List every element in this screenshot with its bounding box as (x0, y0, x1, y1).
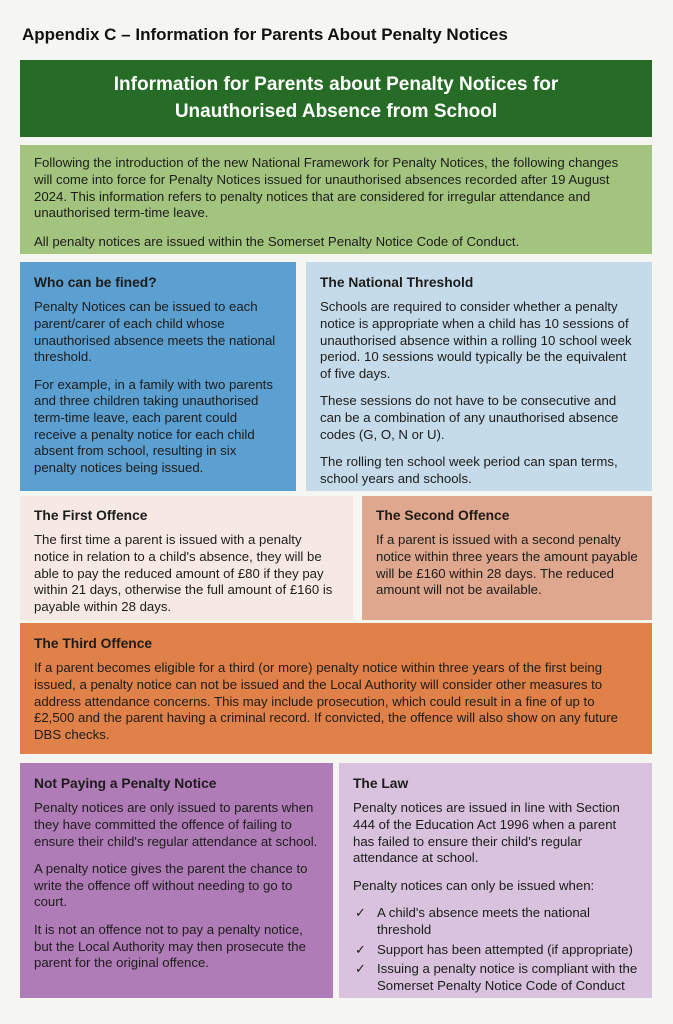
paragraph: The rolling ten school week period can span terms, school years and schools. (320, 454, 618, 486)
banner-title: Information for Parents about Penalty Notices for Unauthorised Absence from School (113, 74, 559, 122)
intro-paragraph-1: Following the introduction of the new National Framework for Penalty Notices, the following changes will come into force for Penalty Notices issued for unauthorised absences recorded after 19 August 2024. This information refers to penalty notices that are considered for irregular attendance and unauthorised term-time leave. (34, 155, 619, 221)
section-title: The First Offence (34, 508, 148, 524)
checkmark-icon: ✓ (354, 961, 367, 977)
section-title: Not Paying a Penalty Notice (34, 776, 217, 792)
section-not-paying (20, 763, 333, 998)
section-intro (20, 145, 652, 254)
paragraph: It is not an offence not to pay a penalty notice, but the Local Authority may then prosecute the parent for the original offence. (34, 922, 306, 971)
paragraph: Schools are required to consider whether a penalty notice is appropriate when a child has 10 sessions of unauthorised absence within a rolling 10 school week period. 10 sessions would typically be the equivalent of five days. (320, 299, 632, 381)
banner (20, 60, 652, 137)
paragraph: For example, in a family with two parents and three children taking unauthorised term-time leave, each parent could receive a penalty notice for each child absent from school, resulting in six penalty notices being issued. (34, 376, 273, 475)
section-title: The National Threshold (320, 275, 474, 291)
row-bottom (20, 763, 652, 998)
section-title: The Law (353, 776, 409, 792)
checklist-item-text: Issuing a penalty notice is compliant with the Somerset Penalty Notice Code of Conduct (377, 961, 638, 993)
paragraph: Penalty notices are issued in line with Section 444 of the Education Act 1996 when a parent has failed to ensure their child's regular attendance at school. (353, 800, 620, 866)
paragraph: A penalty notice gives the parent the chance to write the offence off without needing to go to court. (34, 861, 308, 910)
checkmark-icon: ✓ (354, 905, 367, 921)
checkmark-icon: ✓ (354, 941, 367, 957)
page-title: Appendix C – Information for Parents About Penalty Notices (22, 25, 508, 44)
row-offences (20, 496, 652, 620)
paragraph: If a parent is issued with a second penalty notice within three years the amount payable will be £160 within 28 days. The reduced amount will not be available. (376, 532, 638, 598)
checklist-item-text: Support has been attempted (if appropriate) (377, 941, 633, 957)
paragraph: These sessions do not have to be consecutive and can be a combination of any unauthorised absence codes (G, O, N or U). (320, 393, 619, 442)
section-third-offence (20, 623, 652, 754)
paragraph: If a parent becomes eligible for a third (or more) penalty notice within three years of the first being issued, a penalty notice can not be issued and the Local Authority will consider other measures to address attendance concerns. This may include prosecution, which could result in a fine of up to £2,500 and the parent having a criminal record. If convicted, the offence will also show on any future DBS checks. (34, 660, 619, 742)
checklist-item (353, 942, 638, 959)
row-blue (20, 262, 652, 491)
checklist-item-text: A child's absence meets the national threshold (377, 905, 590, 937)
paragraph: The first time a parent is issued with a penalty notice in relation to a child's absence, they will be able to pay the reduced amount of £80 if they pay within 21 days, otherwise the full amount of £160 is payable within 28 days. (34, 532, 333, 614)
checklist-item (353, 905, 638, 938)
section-title: The Third Offence (34, 636, 153, 652)
paragraph: Penalty notices are only issued to parents when they have committed the offence of failing to ensure their child's regular attendance at school. (34, 800, 318, 849)
section-first-offence (20, 496, 353, 620)
section-second-offence (362, 496, 652, 620)
section-national-threshold (306, 262, 652, 491)
section-who-can-be-fined (20, 262, 296, 491)
law-checklist (353, 905, 638, 994)
paragraph: Penalty Notices can be issued to each parent/carer of each child whose unauthorised absence meets the national threshold. (34, 299, 276, 365)
checklist-item (353, 961, 638, 994)
section-the-law (339, 763, 652, 998)
section-title: The Second Offence (376, 508, 510, 524)
section-title: Who can be fined? (34, 275, 157, 291)
paragraph: Penalty notices can only be issued when: (353, 877, 595, 893)
intro-paragraph-2: All penalty notices are issued within the Somerset Penalty Notice Code of Conduct. (34, 233, 520, 249)
